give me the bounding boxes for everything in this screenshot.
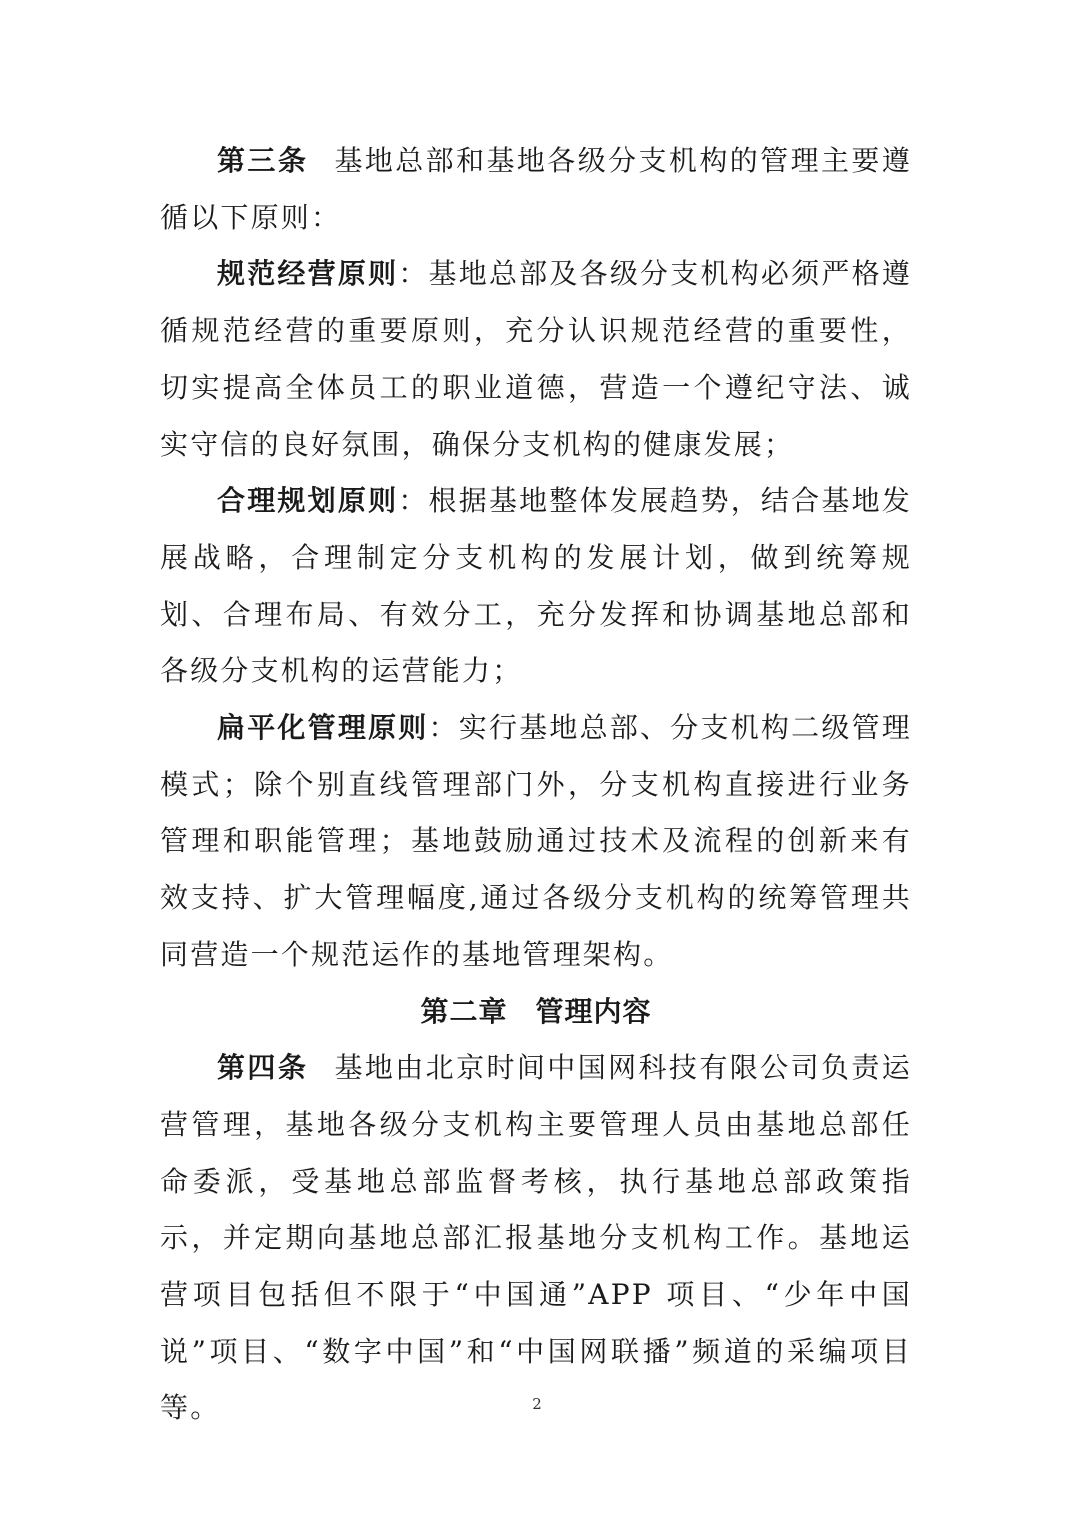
article-3-label: 第三条 (217, 144, 309, 177)
article-3-paragraph (160, 133, 912, 246)
principle-flat-management-text: ：实行基地总部、分支机构二级管理模式；除个别直线管理部门外，分支机构直接进行业务管理和职能管理；基地鼓励通过技术及流程的创新来有效支持、扩大管理幅度,通过各级分支机构的统筹管理共同营造一个规范运作的基地管理架构。 (160, 711, 912, 971)
principle-flat-management-label: 扁平化管理原则 (217, 711, 429, 745)
principle-flat-management-paragraph (160, 700, 912, 984)
article-4-text: 基地由北京时间中国网科技有限公司负责运营管理，基地各级分支机构主要管理人员由基地总部任命委派，受基地总部监督考核，执行基地总部政策指示，并定期向基地总部汇报基地分支机构工作。基地运营项目包括但不限于“中国通”APP 项目、“少年中国说”项目、“数字中国”和“中国网联播”频道的采编项目等。 (160, 1051, 912, 1425)
chapter-2-number: 第二章 (420, 994, 508, 1028)
principle-rational-planning-label: 合理规划原则 (217, 484, 399, 518)
principle-rational-planning-text: ：根据基地整体发展趋势，结合基地发展战略，合理制定分支机构的发展计划，做到统筹规划、合理布局、有效分工，充分发挥和协调基地总部和各级分支机构的运营能力； (160, 484, 912, 688)
document-body (160, 133, 912, 1437)
principle-rational-planning-paragraph (160, 473, 912, 700)
chapter-2-heading (160, 984, 912, 1041)
principle-standard-operation-paragraph (160, 246, 912, 473)
principle-standard-operation-text: ：基地总部及各级分支机构必须严格遵循规范经营的重要原则，充分认识规范经营的重要性，切实提高全体员工的职业道德，营造一个遵纪守法、诚实守信的良好氛围，确保分支机构的健康发展； (160, 257, 912, 461)
article-3-text: 基地总部和基地各级分支机构的管理主要遵循以下原则： (160, 144, 912, 234)
article-4-paragraph (160, 1040, 912, 1437)
principle-standard-operation-label: 规范经营原则 (217, 257, 399, 291)
chapter-2-title: 管理内容 (535, 994, 652, 1028)
article-4-label: 第四条 (217, 1051, 309, 1085)
page-number: 2 (532, 1395, 542, 1413)
